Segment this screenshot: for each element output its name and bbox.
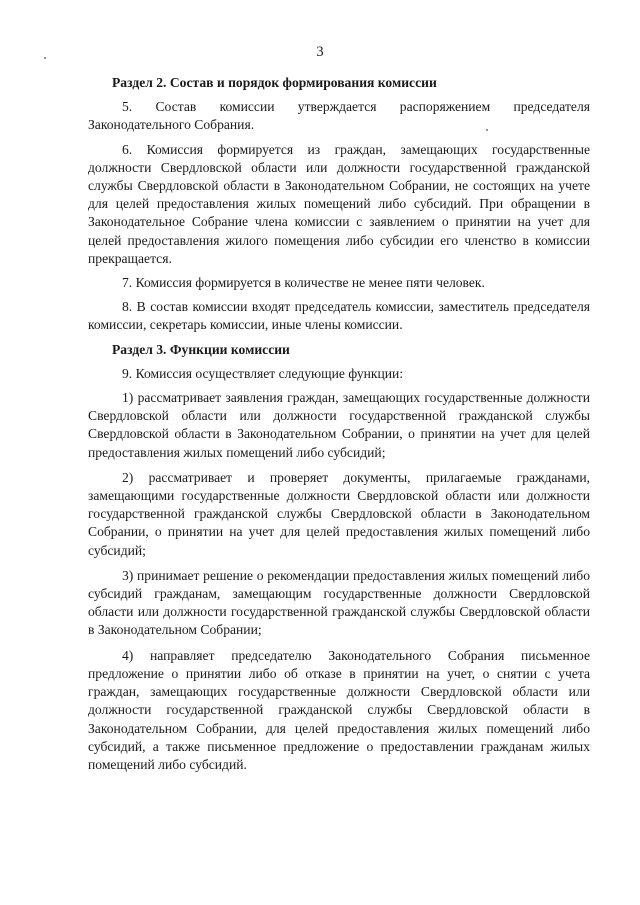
page-number: 3 [316,44,324,60]
paragraph-8: 8. В состав комиссии входят председатель комиссии, заместитель председателя комиссии, секретарь комиссии, иные члены комиссии. [88,299,590,333]
paragraph-7: 7. Комиссия формируется в количестве не менее пяти человек. [122,275,485,291]
function-item-2: 2) рассматривает и проверяет документы, прилагаемые гражданами, замещающими государственные должности Свердловской области или должности государственной гражданской службы Свердловской области в Законодательном Собрании, о принятии на учет для целей предоставления жилых помещений либо субсидий; [88,469,590,558]
paragraph-6: 6. Комиссия формируется из граждан, замещающих государственные должности Свердловской области или должности государственной гражданской службы Свердловской области в Законодательном Собрании, не состоящих на учете для целей предоставления жилых помещений либо субсидий. При обращении в Законодательное Собрание члена комиссии с заявлением о принятии на учет для целей предоставления жилого помещения либо субсидии его членство в комиссии прекращается. [88,141,590,266]
paragraph-5: 5. Состав комиссии утверждается распоряжением председателя Законодательного Собрания. [88,99,590,133]
function-item-4: 4) направляет председателю Законодательного Собрания письменное предложение о принятии либо об отказе в принятии на учет, о снятии с учета граждан, замещающих государственные должности Свердловской области или должности государственной гражданской службы Свердловской области в Законодательном Собрании, для целей предоставления жилых помещений либо субсидий, а также письменное предложение о предоставлении гражданам жилых помещений либо субсидий. [88,647,590,772]
section-2-heading: Раздел 2. Состав и порядок формирования комиссии [112,75,437,90]
paragraph-9: 9. Комиссия осуществляет следующие функции: [122,365,404,381]
function-item-3: 3) принимает решение о рекомендации предоставления жилых помещений либо субсидий гражданам, замещающим государственные должности Свердловской области или должности государственной гражданской службы Свердловской области в Законодательном Собрании; [88,567,590,638]
document-body [88,74,590,781]
function-item-1: 1) рассматривает заявления граждан, замещающих государственные должности Свердловской области или должности государственной гражданской службы Свердловской области в Законодательном Собрании, о принятии на учет для целей предоставления жилых помещений либо субсидий; [88,390,590,460]
scan-speck [44,57,46,59]
section-3-heading: Раздел 3. Функции комиссии [112,341,290,357]
scan-speck [486,129,488,131]
